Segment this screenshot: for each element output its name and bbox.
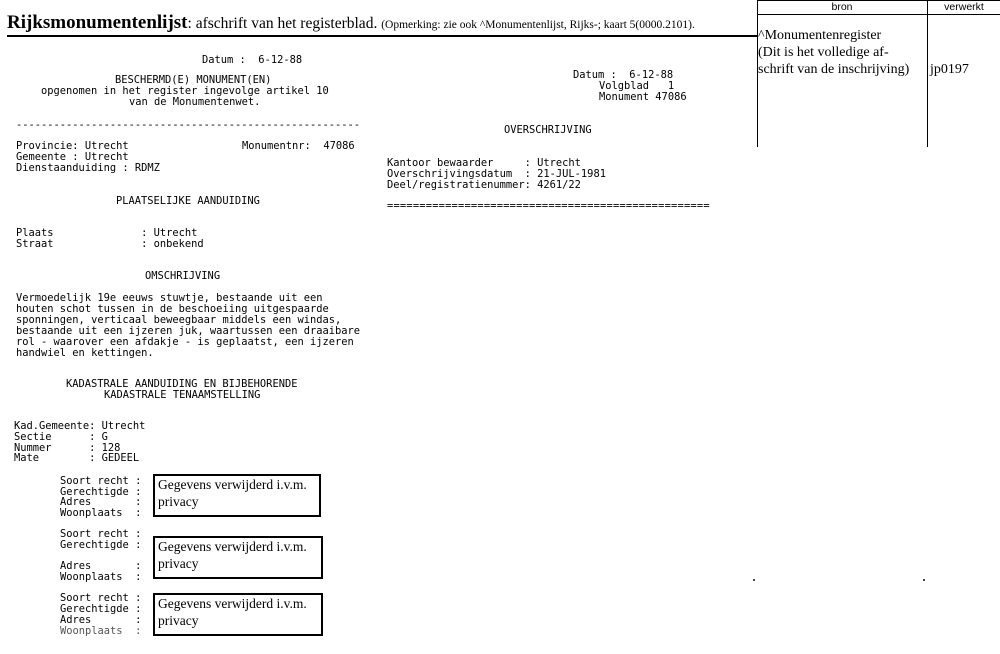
- table-header-rule: [757, 14, 1000, 15]
- overschrijving-heading: OVERSCHRIJVING: [504, 124, 592, 136]
- owner-label: Gerechtigde :: [60, 603, 142, 615]
- omschrijving-line: houten schot tussen in de beschoeiing uitgespaarde: [16, 303, 329, 315]
- gemeente-line: Gemeente : Utrecht: [16, 151, 129, 163]
- privacy-redaction-box: [153, 593, 323, 636]
- col-verwerkt-header: verwerkt: [944, 1, 984, 13]
- owner-label: Adres :: [60, 614, 142, 626]
- scan-speck: [753, 579, 755, 581]
- table-mid-rule: [927, 0, 928, 147]
- right-datum: Datum : 6-12-88: [573, 69, 674, 81]
- privacy-text: privacy: [158, 556, 199, 571]
- omschrijving-line: rol - waarover een afdakje - is geplaatst, een ijzeren: [16, 336, 354, 348]
- nummer-line: Nummer : 128: [14, 442, 121, 454]
- owner-label: Soort recht :: [60, 592, 142, 604]
- bron-cell: [758, 27, 909, 78]
- kadastrale-heading-1: KADASTRALE AANDUIDING EN BIJBEHORENDE: [66, 378, 298, 390]
- straat-line: Straat : onbekend: [16, 238, 204, 250]
- overschrijvingsdatum-line: Overschrijvingsdatum : 21-JUL-1981: [387, 168, 606, 180]
- dash-rule: -------------------------------------------------------: [16, 119, 361, 131]
- sectie-line: Sectie : G: [14, 431, 108, 443]
- kadastrale-heading-2: KADASTRALE TENAAMSTELLING: [104, 389, 261, 401]
- privacy-redaction-box: [153, 474, 321, 517]
- omschrijving-line: bestaande uit een ijzeren juk, waartussen een draaibare: [16, 325, 361, 337]
- header-rule: [7, 35, 757, 37]
- volgblad-line: Volgblad 1: [599, 80, 675, 92]
- opgenomen-line: opgenomen in het register ingevolge artikel 10: [41, 85, 329, 97]
- source-table: [757, 0, 1000, 147]
- owner-label: Soort recht :: [60, 528, 142, 540]
- omschrijving-line: handwiel en kettingen.: [16, 347, 154, 359]
- kad-gemeente-line: Kad.Gemeente: Utrecht: [14, 420, 146, 432]
- privacy-text: privacy: [158, 494, 199, 509]
- privacy-redaction-box: [153, 536, 323, 579]
- owner-label: Woonplaats :: [60, 507, 142, 519]
- owner-label: Soort recht :: [60, 475, 142, 487]
- bron-line: (Dit is het volledige af-: [758, 45, 889, 60]
- header-title-bold: Rijksmonumentenlijst: [7, 12, 188, 33]
- col-bron-header: bron: [831, 1, 853, 13]
- dienst-line: Dienstaanduiding : RDMZ: [16, 162, 160, 174]
- privacy-text: Gegevens verwijderd i.v.m.: [158, 539, 307, 554]
- left-datum: Datum : 6-12-88: [202, 54, 303, 66]
- privacy-text: Gegevens verwijderd i.v.m.: [158, 477, 307, 492]
- mate-line: Mate : GEDEEL: [14, 452, 140, 464]
- monument-line: Monument 47086: [599, 91, 687, 103]
- owner-label: Woonplaats :: [60, 571, 142, 583]
- header-note: (Opmerking: zie ook ^Monumentenlijst, Rijks-; kaart 5(0000.2101).: [381, 19, 695, 31]
- owner-label: Woonplaats :: [60, 625, 142, 637]
- header-title-rest: : afschrift van het registerblad.: [187, 15, 378, 32]
- page-header: [7, 12, 695, 34]
- monumentnr-line: Monumentnr: 47086: [242, 140, 355, 152]
- owner-label: Gerechtigde :: [60, 486, 142, 498]
- deel-line: Deel/registratienummer: 4261/22: [387, 179, 581, 191]
- equals-rule: ==================================================: [387, 200, 710, 212]
- omschrijving-line: Vermoedelijk 19e eeuws stuwtje, bestaande uit een: [16, 292, 323, 304]
- kantoor-line: Kantoor bewaarder : Utrecht: [387, 157, 581, 169]
- plaatselijke-heading: PLAATSELIJKE AANDUIDING: [116, 195, 260, 207]
- bron-line: schrift van de inschrijving): [758, 62, 910, 77]
- plaats-line: Plaats : Utrecht: [16, 227, 198, 239]
- provincie-line: Provincie: Utrecht: [16, 140, 129, 152]
- privacy-text: Gegevens verwijderd i.v.m.: [158, 596, 307, 611]
- privacy-text: privacy: [158, 613, 199, 628]
- beschermd-heading: BESCHERMD(E) MONUMENT(EN): [115, 74, 272, 86]
- verwerkt-cell: jp0197: [930, 62, 969, 77]
- owner-label: Adres :: [60, 560, 142, 572]
- omschrijving-heading: OMSCHRIJVING: [145, 270, 221, 282]
- scan-speck: [923, 579, 925, 581]
- bron-line: ^Monumentenregister: [758, 28, 882, 43]
- monumentenwet-line: van de Monumentenwet.: [129, 96, 261, 108]
- owner-label: Adres :: [60, 496, 142, 508]
- omschrijving-line: sponningen, verticaal beweegbaar middels een windas,: [16, 314, 342, 326]
- owner-label: Gerechtigde :: [60, 539, 142, 551]
